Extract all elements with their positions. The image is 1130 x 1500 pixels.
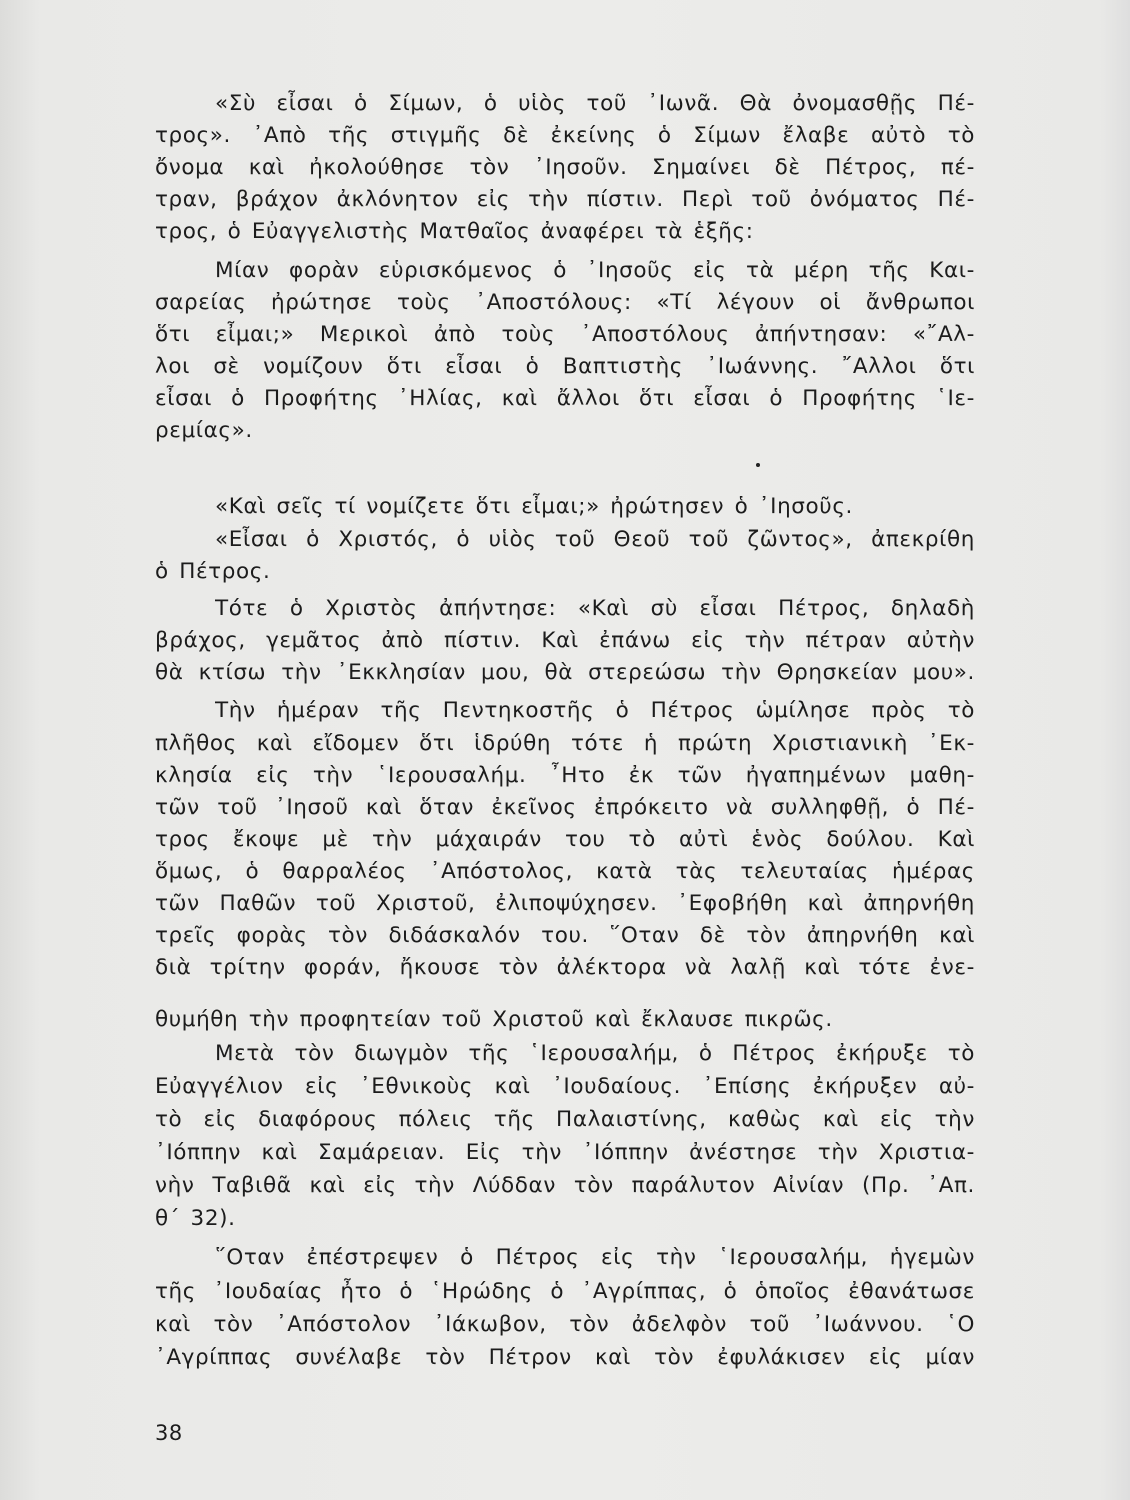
text-line: ὅμως, ὁ θαρραλέος ᾿Απόστολος, κατὰ τὰς τελευταίας ἡμέρας bbox=[155, 859, 975, 884]
text-line: ᾿Ιόππην καὶ Σαμάρειαν. Εἰς τὴν ᾿Ιόππην ἀνέστησε τὴν Χριστια- bbox=[155, 1140, 975, 1165]
text-line: τῶν Παθῶν τοῦ Χριστοῦ, ἐλιποψύχησεν. ᾿Εφοβήθη καὶ ἀπηρνήθη bbox=[155, 891, 975, 916]
text-line: τὸ εἰς διαφόρους πόλεις τῆς Παλαιστίνης, καθὼς καὶ εἰς τὴν bbox=[155, 1107, 975, 1132]
text-line: τῶν τοῦ ᾿Ιησοῦ καὶ ὅταν ἐκεῖνος ἐπρόκειτο νὰ συλληφθῇ, ὁ Πέ- bbox=[155, 795, 975, 820]
text-line: βράχος, γεμᾶτος ἀπὸ πίστιν. Καὶ ἐπάνω εἰς τὴν πέτραν αὐτὴν bbox=[155, 628, 975, 653]
page-number: 38 bbox=[155, 1421, 183, 1445]
text-line: νὴν Ταβιθᾶ καὶ εἰς τὴν Λύδδαν τὸν παράλυτον Αἰνίαν (Πρ. ᾿Απ. bbox=[155, 1173, 975, 1198]
text-line: ᾿Αγρίππας συνέλαβε τὸν Πέτρον καὶ τὸν ἐφυλάκισεν εἰς μίαν bbox=[155, 1345, 975, 1370]
stray-dot bbox=[756, 463, 760, 467]
text-line: θὰ κτίσω τὴν ᾿Εκκλησίαν μου, θὰ στερεώσω τὴν Θρησκείαν μου». bbox=[155, 660, 975, 685]
text-line: εἶσαι ὁ Προφήτης ᾿Ηλίας, καὶ ἄλλοι ὅτι εἶσαι ὁ Προφήτης ῾Ιε- bbox=[155, 386, 975, 411]
text-line: τῆς ᾿Ιουδαίας ἦτο ὁ ῾Ηρώδης ὁ ᾿Αγρίππας, ὁ ὁποῖος ἐθανάτωσε bbox=[155, 1279, 975, 1304]
text-line: τρεῖς φορὰς τὸν διδάσκαλόν του. ῞Οταν δὲ τὸν ἀπηρνήθη καὶ bbox=[155, 923, 975, 948]
text-line: θυμήθη τὴν προφητείαν τοῦ Χριστοῦ καὶ ἔκλαυσε πικρῶς. bbox=[155, 1007, 833, 1032]
text-line: «Εἶσαι ὁ Χριστός, ὁ υἱὸς τοῦ Θεοῦ τοῦ ζῶντος», ἀπεκρίθη bbox=[215, 527, 975, 552]
text-line: ὅτι εἶμαι;» Μερικοὶ ἀπὸ τοὺς ᾿Αποστόλους ἀπήντησαν: «῎Αλ- bbox=[155, 322, 975, 347]
text-line: διὰ τρίτην φοράν, ἤκουσε τὸν ἀλέκτορα νὰ λαλῇ καὶ τότε ἐνε- bbox=[155, 955, 975, 980]
text-line: κλησία εἰς τὴν ῾Ιερουσαλήμ. ῏Ητο ἐκ τῶν ἠγαπημένων μαθη- bbox=[155, 763, 975, 788]
text-line: Τότε ὁ Χριστὸς ἀπήντησε: «Καὶ σὺ εἶσαι Πέτρος, δηλαδὴ bbox=[215, 596, 975, 621]
text-line: τρος ἔκοψε μὲ τὴν μάχαιράν του τὸ αὐτὶ ἑνὸς δούλου. Καὶ bbox=[155, 827, 975, 852]
text-line: ρεμίας». bbox=[155, 418, 253, 443]
text-line: τρος, ὁ Εὐαγγελιστὴς Ματθαῖος ἀναφέρει τὰ ἑξῆς: bbox=[155, 219, 754, 244]
text-line: καὶ τὸν ᾿Απόστολον ᾿Ιάκωβον, τὸν ἀδελφὸν τοῦ ᾿Ιωάννου. ῾Ο bbox=[155, 1312, 975, 1337]
text-line: ὄνομα καὶ ἠκολούθησε τὸν ᾿Ιησοῦν. Σημαίνει δὲ Πέτρος, πέ- bbox=[155, 155, 975, 180]
text-line: θ´ 32). bbox=[155, 1206, 236, 1231]
text-line: τραν, βράχον ἀκλόνητον εἰς τὴν πίστιν. Περὶ τοῦ ὀνόματος Πέ- bbox=[155, 187, 975, 212]
text-line: τρος». ᾿Απὸ τῆς στιγμῆς δὲ ἐκείνης ὁ Σίμων ἔλαβε αὐτὸ τὸ bbox=[155, 123, 975, 148]
text-line: Εὐαγγέλιον εἰς ᾿Εθνικοὺς καὶ ᾿Ιουδαίους. ᾿Επίσης ἐκήρυξεν αὐ- bbox=[155, 1074, 975, 1099]
text-line: Μετὰ τὸν διωγμὸν τῆς ῾Ιερουσαλήμ, ὁ Πέτρος ἐκήρυξε τὸ bbox=[215, 1041, 975, 1066]
text-line: πλῆθος καὶ εἴδομεν ὅτι ἱδρύθη τότε ἡ πρώτη Χριστιανικὴ ᾿Εκ- bbox=[155, 731, 975, 756]
text-line: ῞Οταν ἐπέστρεψεν ὁ Πέτρος εἰς τὴν ῾Ιερουσαλήμ, ἡγεμὼν bbox=[215, 1245, 975, 1270]
text-line: «Σὺ εἶσαι ὁ Σίμων, ὁ υἱὸς τοῦ ᾿Ιωνᾶ. Θὰ ὀνομασθῇς Πέ- bbox=[215, 91, 975, 116]
text-line: Τὴν ἡμέραν τῆς Πεντηκοστῆς ὁ Πέτρος ὡμίλησε πρὸς τὸ bbox=[215, 698, 975, 723]
text-line: ὁ Πέτρος. bbox=[155, 559, 271, 584]
text-line: λοι σὲ νομίζουν ὅτι εἶσαι ὁ Βαπτιστὴς ᾿Ιωάννης. ῎Αλλοι ὅτι bbox=[155, 354, 975, 379]
text-line: σαρείας ἠρώτησε τοὺς ᾿Αποστόλους: «Τί λέγουν οἱ ἄνθρωποι bbox=[155, 290, 975, 315]
text-line: Μίαν φορὰν εὑρισκόμενος ὁ ᾿Ιησοῦς εἰς τὰ μέρη τῆς Και- bbox=[215, 258, 975, 283]
text-line: «Καὶ σεῖς τί νομίζετε ὅτι εἶμαι;» ἠρώτησεν ὁ ᾿Ιησοῦς. bbox=[215, 494, 853, 519]
